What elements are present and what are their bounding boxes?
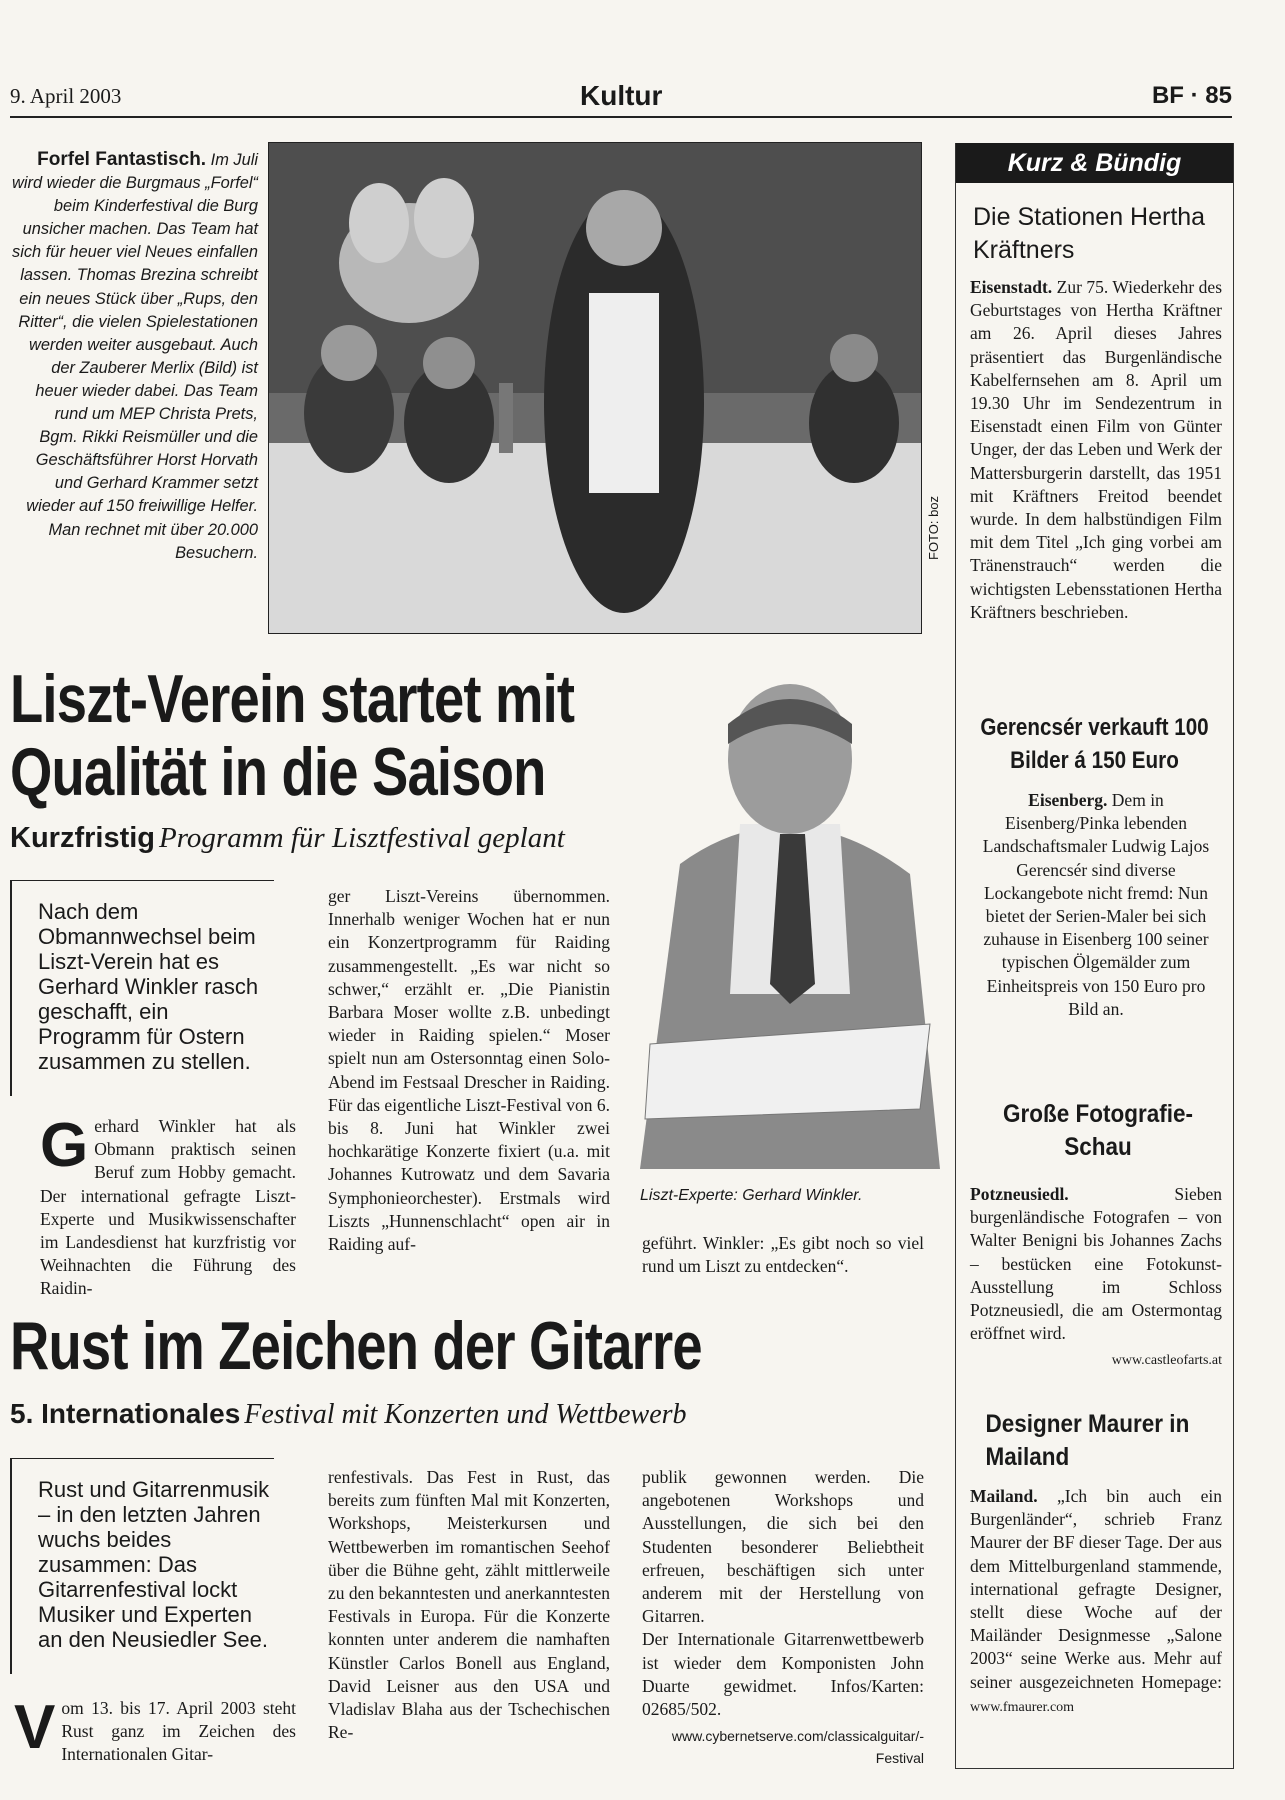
article1-headline bbox=[10, 661, 575, 810]
article1-col1-text: erhard Winkler hat als Obmann praktisch seinen Beruf zum Hobby gemacht. Der international gefragte Liszt-Experte und Musikwissenschafter im Landesdienst hat kurzfristig vor Weihnachten die Führung des Raidin- bbox=[40, 1116, 296, 1299]
article1-headline-line1: Liszt-Verein startet mit bbox=[10, 661, 575, 737]
photo-credit: FOTO: boz bbox=[926, 495, 941, 560]
article1-lead: Nach dem Obmannwechsel beim Liszt-Verein hat es Gerhard Winkler rasch geschafft, ein Programm für Ostern zusammen zu stellen. bbox=[38, 899, 259, 1074]
winkler-photo-scene bbox=[640, 664, 940, 1169]
rail-item2-place: Eisenberg. bbox=[1028, 790, 1108, 810]
article2-lead: Rust und Gitarrenmusik – in den letzten Jahren wuchs beides zusammen: Das Gitarrenfestival lockt Musiker und Experten an den Neusiedler See. bbox=[38, 1477, 270, 1652]
article2-subhead bbox=[10, 1398, 687, 1431]
article2-col1 bbox=[14, 1693, 296, 1767]
rail-banner: Kurz & Bündig bbox=[956, 143, 1233, 183]
rail-item4-body bbox=[970, 1485, 1222, 1719]
article2-lead-box bbox=[10, 1458, 274, 1674]
article1-dropcap: G bbox=[40, 1111, 89, 1180]
rail-item4-url: www.fmaurer.com bbox=[970, 1699, 1075, 1715]
rail-item1-body bbox=[970, 276, 1222, 624]
forfel-caption bbox=[12, 148, 258, 565]
rail-item3-url: www.castleofarts.at bbox=[1111, 1353, 1222, 1369]
rail-item2-text: Dem in Eisenberg/Pinka lebenden Landschaftsmaler Ludwig Lajos Gerencsér sind diverse Lockangebote nicht fremd: Nun bietet der Serien-Maler bei sich zuhause in Eisenberg 100 seiner typischen Ölgemälder zum Einheitspreis von 150 Euro pro Bild an. bbox=[982, 790, 1210, 1019]
rail-item3-text: Sieben burgenländische Fotografen – von Walter Benigni bis Johannes Zachs – bestücken eine Fotokunst-Ausstellung im Schloss Potzneusiedl, die am Ostermontag eröffnet wird. bbox=[970, 1184, 1222, 1344]
header-rule bbox=[10, 116, 1232, 118]
winkler-photo-caption: Liszt-Experte: Gerhard Winkler. bbox=[640, 1187, 863, 1204]
merlix-photo-scene bbox=[269, 143, 921, 633]
article1-subhead-text: Programm für Lisztfestival geplant bbox=[159, 822, 565, 854]
article2-subhead-text: Festival mit Konzerten und Wettbewerb bbox=[244, 1399, 687, 1430]
article2-url bbox=[642, 1725, 924, 1769]
article2-kicker: 5. Internationales bbox=[10, 1398, 241, 1429]
merlix-photo bbox=[268, 142, 922, 634]
article2-url-line2: Festival bbox=[875, 1750, 924, 1767]
rail-item4-title: Designer Maurer in Mailand bbox=[985, 1410, 1190, 1471]
rail-item3-body bbox=[970, 1183, 1222, 1373]
article2-col1-text: om 13. bis 17. April 2003 steht Rust ganz im Zeichen des Internationalen Gitar- bbox=[61, 1698, 296, 1765]
article1-col3: geführt. Winkler: „Es gibt noch so viel rund um Liszt zu entdecken“. bbox=[642, 1233, 924, 1277]
rail-item2-body bbox=[970, 789, 1222, 1021]
rail-item1-title: Die Stationen Hertha Kräftners bbox=[973, 203, 1206, 264]
article2-col3 bbox=[642, 1466, 924, 1769]
article1-col1 bbox=[40, 1111, 296, 1301]
rail-item4-text: „Ich bin auch ein Burgenländer“, schrieb Franz Maurer der BF dieser Tage. Der aus dem Mittelburgenland stammende, international gefragte Designer, stellt diese Woche auf der Mailänder Designmesse „Salone 2003“ seine Werke aus. Mehr auf seiner ausgezeichneten Homepage: bbox=[970, 1486, 1223, 1692]
article1-col2: ger Liszt-Vereins übernommen. Innerhalb weniger Wochen hat er nun ein Konzertprogramm für Raiding zusammengestellt. „Es war nicht so schwer,“ erzählt er. „Die Pianistin Barbara Moser wollte z.B. unbedingt wieder in Raiding spielen.“ Moser spielt nun am Ostersonntag einen Solo-Abend im Festsaal Drescher in Raiding. Für das eigentliche Liszt-Festival von 6. bis 8. Juni hat Winkler zwei hochkarätige Konzerte fixiert (u.a. mit Johannes Kutrowatz und dem Savaria Symphonieorchester). Erstmals wird Liszts „Hunnenschlacht“ open air in Raiding auf- bbox=[328, 886, 610, 1255]
article2-dropcap: V bbox=[14, 1693, 56, 1762]
article2-col3-text2: Der Internationale Gitarrenwettbewerb ist wieder dem Komponisten John Duarte gewidmet. Infos/Karten: 02685/502. bbox=[642, 1629, 924, 1720]
rail-item1-text: Zur 75. Wiederkehr des Geburtstages von Hertha Kräftner am 26. April dieses Jahres präsentiert das Burgenländische Kabelfernsehen am 8. April um 19.30 Uhr im Sendezentrum in Eisenstadt einen Film von Günter Unger, der das Leben und Werk der Mattersburgerin darstellt, das 1951 mit Kräftners Freitod beendet wurde. In dem halbstündigen Film mit dem Titel „Ich ging vorbei am Tränenstrauch“ werden die wichtigsten Lebensstationen Hertha Kräftners beschrieben. bbox=[970, 277, 1223, 622]
article1-kicker: Kurzfristig bbox=[10, 822, 155, 854]
article2-col2: renfestivals. Das Fest in Rust, das bereits zum fünften Mal mit Konzerten, Workshops, Meisterkursen und Wettbewerben im romantischen Seehof über die Bühne geht, zählt mittlerweile zu den bekanntesten und anerkanntesten Festivals in Europa. Für die Konzerte konnten unter anderem die namhaften Künstler Carlos Bonell aus England, David Leisner aus den USA und Vladislav Blaha aus der Tschechischen Re- bbox=[328, 1467, 610, 1743]
page-header bbox=[0, 80, 1232, 116]
rail-item3-place: Potzneusiedl. bbox=[970, 1184, 1069, 1204]
rail-item2-title: Gerencsér verkauft 100 Bilder á 150 Euro bbox=[980, 714, 1209, 774]
article2-col3-text: publik gewonnen werden. Die angebotenen Workshops und Ausstellungen, die sich bei den Studenten besonderer Beliebtheit erfreuen, beschäftigen sich unter anderem mit der Herstellung von Gitarren. bbox=[642, 1467, 924, 1627]
header-date: 9. April 2003 bbox=[10, 84, 122, 108]
forfel-caption-text: Im Juli wird wieder die Burgmaus „Forfel“ beim Kinderfestival die Burg unsicher machen. Das Team hat sich für heuer viel Neues einfallen lassen. Thomas Brezina schreibt ein neues Stück über „Rups, den Ritter“, die vielen Spielestationen werden weiter ausgebaut. Auch der Zauberer Merlix (Bild) ist heuer wieder dabei. Das Team rund um MEP Christa Prets, Bgm. Rikki Reismüller und die Geschäftsführer Horst Horvath und Gerhard Krammer setzt wieder auf 150 freiwillige Helfer. Man rechnet mit über 20.000 Besuchern. bbox=[12, 151, 258, 562]
article1-lead-box bbox=[10, 880, 274, 1096]
rail-item4-place: Mailand. bbox=[970, 1486, 1038, 1506]
article1-subhead bbox=[10, 822, 565, 855]
kurz-buendig-rail bbox=[955, 143, 1234, 1769]
header-section: Kultur bbox=[580, 80, 663, 111]
header-brand bbox=[1152, 82, 1232, 110]
article2-url-line1: www.cybernetserve.com/classicalguitar/- bbox=[671, 1728, 924, 1745]
brand-logo: BF bbox=[1151, 82, 1184, 109]
header-dot: · bbox=[1183, 82, 1206, 109]
forfel-caption-title: Forfel Fantastisch. bbox=[37, 149, 207, 170]
article2-headline: Rust im Zeichen der Gitarre bbox=[10, 1308, 702, 1384]
rail-item3-title: Große Fotografie-Schau bbox=[1002, 1100, 1193, 1161]
winkler-photo bbox=[640, 664, 940, 1169]
rail-item1-place: Eisenstadt. bbox=[970, 277, 1053, 297]
article1-headline-line2: Qualität in die Saison bbox=[10, 734, 546, 810]
page-number: 85 bbox=[1205, 82, 1232, 109]
